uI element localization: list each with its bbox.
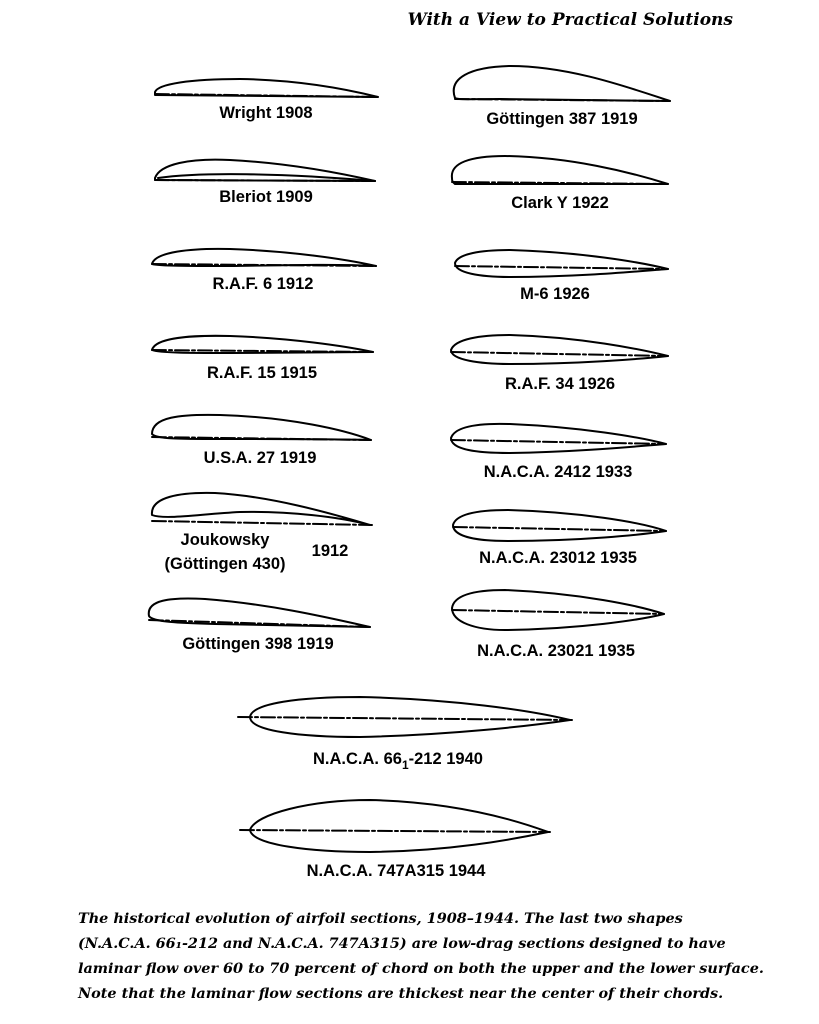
caption-line-2: (N.A.C.A. 66₁-212 and N.A.C.A. 747A315) are low-drag sections designed to have <box>78 935 726 952</box>
label-naca661212-suffix: -212 1940 <box>408 750 483 768</box>
label-naca747a315-1944: N.A.C.A. 747A315 1944 <box>306 862 486 880</box>
label-naca661212-sub: 1 <box>401 758 409 772</box>
label-raf34-1926: R.A.F. 34 1926 <box>504 375 616 393</box>
label-naca23012-1935: N.A.C.A. 23012 1935 <box>479 549 637 567</box>
airfoil-usa27-1919 <box>152 415 371 440</box>
label-joukowsky-year: 1912 <box>311 542 349 560</box>
airfoil-naca23021-1935 <box>452 590 664 630</box>
caption-line-3: laminar flow over 60 to 70 percent of chord on both the upper and the lower surface. <box>78 960 764 977</box>
label-raf15-1915: R.A.F. 15 1915 <box>206 364 318 382</box>
airfoil-raf6-1912 <box>152 249 376 266</box>
airfoil-naca2412-1933 <box>451 424 666 453</box>
figure-caption <box>78 906 764 1006</box>
label-m6-1926: M-6 1926 <box>520 285 590 303</box>
label-naca661212-prefix: N.A.C.A. 66 <box>313 750 402 768</box>
airfoil-naca661212-1940 <box>238 697 572 737</box>
label-joukowsky-line2: (Göttingen 430) <box>164 555 286 573</box>
label-naca2412-1933: N.A.C.A. 2412 1933 <box>483 463 633 481</box>
airfoil-raf34-1926 <box>451 335 668 364</box>
airfoil-bleriot-1909 <box>155 160 375 181</box>
airfoil-gottingen398-1919 <box>149 598 370 627</box>
label-clarky-1922: Clark Y 1922 <box>511 194 609 212</box>
airfoil-gottingen387-1919 <box>454 66 670 101</box>
label-raf6-1912: R.A.F. 6 1912 <box>212 275 314 293</box>
label-bleriot-1909: Bleriot 1909 <box>219 188 313 206</box>
airfoil-raf15-1915 <box>152 336 373 353</box>
label-naca23021-1935: N.A.C.A. 23021 1935 <box>477 642 635 660</box>
airfoil-naca23012-1935 <box>453 510 666 541</box>
airfoil-m6-1926 <box>455 250 668 277</box>
label-joukowsky-line1: Joukowsky <box>180 531 270 549</box>
label-gottingen398-1919: Göttingen 398 1919 <box>182 635 334 653</box>
airfoil-joukowsky-1912 <box>152 493 372 525</box>
caption-line-1: The historical evolution of airfoil sections, 1908–1944. The last two shapes <box>78 910 683 927</box>
label-wright-1908: Wright 1908 <box>219 104 313 122</box>
airfoil-wright-1908 <box>155 79 378 97</box>
label-usa27-1919: U.S.A. 27 1919 <box>203 449 317 467</box>
airfoil-clarky-1922 <box>452 156 668 184</box>
page-header: With a View to Practical Solutions <box>407 10 733 30</box>
label-naca661212-1940 <box>313 750 483 772</box>
caption-line-4: Note that the laminar flow sections are thickest near the center of their chords. <box>78 985 724 1002</box>
airfoil-naca747a315-1944 <box>240 800 550 852</box>
label-gottingen387-1919: Göttingen 387 1919 <box>486 110 638 128</box>
